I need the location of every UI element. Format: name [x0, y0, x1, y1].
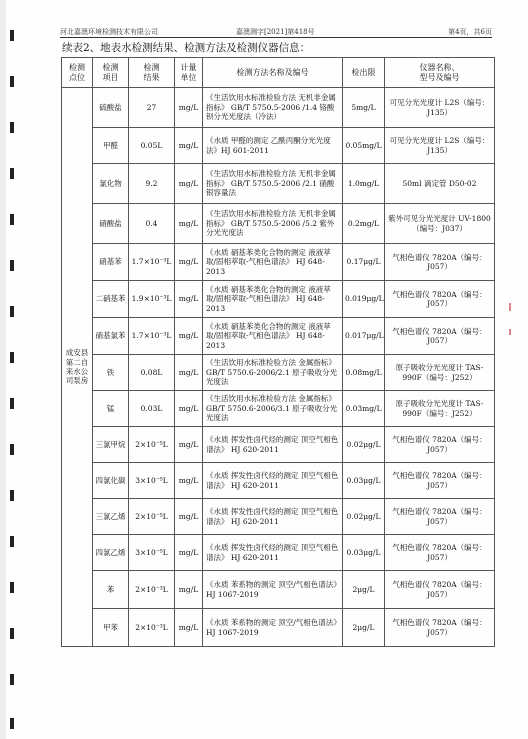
limit-cell: 1.0mg/L [343, 164, 385, 204]
table-row [62, 355, 495, 391]
limit-cell: 0.03μg/L [343, 535, 385, 571]
report-number: 嘉澳测字[2021]第418号 [236, 28, 315, 36]
table-row [62, 463, 495, 499]
binding-hole [10, 536, 14, 547]
unit-cell: mg/L [175, 164, 203, 204]
method-cell: 《水质 苯系物的测定 顶空/气相色谱法》HJ 1067-2019 [203, 571, 343, 609]
item-cell: 锰 [93, 391, 129, 427]
method-cell: 《水质 苯系物的测定 顶空/气相色谱法》HJ 1067-2019 [203, 609, 343, 647]
instrument-cell: 气相色谱仪 7820A（编号：J057） [385, 463, 495, 499]
unit-cell: mg/L [175, 427, 203, 463]
limit-cell: 0.2mg/L [343, 204, 385, 244]
table-title: 续表2、地表水检测结果、检测方法及检测仪器信息： [62, 42, 311, 54]
binding-hole [10, 718, 14, 729]
instrument-cell: 可见分光光度计 L2S（编号：J135） [385, 88, 495, 128]
item-cell: 硝酸盐 [93, 204, 129, 244]
method-cell: 《水质 硝基苯类化合物的测定 液液萃取/固相萃取-气相色谱法》 HJ 648-2013 [203, 281, 343, 318]
header-rule [60, 37, 492, 38]
limit-cell: 0.05mg/L [343, 128, 385, 164]
instrument-cell: 原子吸收分光光度计 TAS-990F（编号：J252） [385, 355, 495, 391]
table-row [62, 164, 495, 204]
binding-edge [0, 0, 6, 739]
instrument-cell: 气相色谱仪 7820A（编号：J057） [385, 609, 495, 647]
method-cell: 《生活饮用水标准检验方法 金属指标》 GB/T 5750.6-2006/2.1 原子吸收分光光度法 [203, 355, 343, 391]
method-cell: 《生活饮用水标准检验方法 无机非金属指标》 GB/T 5750.5-2006 /5.2 紫外分光光度法 [203, 204, 343, 244]
method-cell: 《水质 硝基苯类化合物的测定 液液萃取/固相萃取-气相色谱法》 HJ 648-2013 [203, 318, 343, 355]
table-row [62, 88, 495, 128]
binding-hole [10, 306, 14, 317]
binding-hole [10, 168, 14, 179]
instrument-cell: 气相色谱仪 7820A（编号：J057） [385, 244, 495, 281]
limit-cell: 0.017μg/L [343, 318, 385, 355]
col-header-item: 检测 项目 [93, 58, 129, 88]
table-row [62, 427, 495, 463]
col-header-location: 检测 点位 [62, 58, 93, 88]
result-cell: 1.9×10⁻³L [129, 281, 175, 318]
item-cell: 苯 [93, 571, 129, 609]
col-header-unit: 计量 单位 [175, 58, 203, 88]
unit-cell: mg/L [175, 128, 203, 164]
method-cell: 《水质 挥发性卤代烃的测定 顶空气相色谱法》 HJ 620-2011 [203, 463, 343, 499]
method-cell: 《水质 挥发性卤代烃的测定 顶空气相色谱法》 HJ 620-2011 [203, 499, 343, 535]
limit-cell: 0.03μg/L [343, 463, 385, 499]
method-cell: 《生活饮用水标准检验方法 无机非金属指标》 GB/T 5750.5-2006 /2.1 硝酸银容量法 [203, 164, 343, 204]
table-row [62, 391, 495, 427]
binding-hole [10, 582, 14, 593]
limit-cell: 2μg/L [343, 571, 385, 609]
result-cell: 2×10⁻³L [129, 571, 175, 609]
instrument-cell: 气相色谱仪 7820A（编号：J057） [385, 571, 495, 609]
instrument-cell: 紫外可见分光光度计 UV-1800（编号：J037） [385, 204, 495, 244]
limit-cell: 0.08mg/L [343, 355, 385, 391]
method-cell: 《水质 甲醛的测定 乙酰丙酮分光光度法》HJ 601-2011 [203, 128, 343, 164]
unit-cell: mg/L [175, 318, 203, 355]
unit-cell: mg/L [175, 499, 203, 535]
unit-cell: mg/L [175, 571, 203, 609]
item-cell: 三氯甲烷 [93, 427, 129, 463]
unit-cell: mg/L [175, 391, 203, 427]
result-cell: 1.7×10⁻³L [129, 244, 175, 281]
table-row [62, 281, 495, 318]
table-row [62, 204, 495, 244]
instrument-cell: 气相色谱仪 7820A（编号：J057） [385, 499, 495, 535]
table-row [62, 499, 495, 535]
unit-cell: mg/L [175, 244, 203, 281]
method-cell: 《生活饮用水标准检验方法 金属指标》 GB/T 5750.6-2006/3.1 原子吸收分光光度法 [203, 391, 343, 427]
unit-cell: mg/L [175, 463, 203, 499]
method-cell: 《水质 挥发性卤代烃的测定 顶空气相色谱法》 HJ 620-2011 [203, 535, 343, 571]
unit-cell: mg/L [175, 88, 203, 128]
binding-mark [509, 303, 511, 311]
limit-cell: 0.019μg/L [343, 281, 385, 318]
binding-hole [10, 398, 14, 409]
limit-cell: 0.17μg/L [343, 244, 385, 281]
limit-cell: 0.03mg/L [343, 391, 385, 427]
col-header-instrument: 仪器名称、 型号及编号 [385, 58, 495, 88]
binding-hole [10, 122, 14, 133]
binding-hole [10, 76, 14, 87]
page-header [60, 25, 492, 37]
table-row [62, 571, 495, 609]
col-header-result: 检测 结果 [129, 58, 175, 88]
table-row [62, 535, 495, 571]
table-row [62, 128, 495, 164]
method-cell: 《生活饮用水标准检验方法 无机非金属指标》 GB/T 5750.5-2006 /1.4 铬酸钡分光光度法（冷法） [203, 88, 343, 128]
item-cell: 硝基氯苯 [93, 318, 129, 355]
page-number: 第4页，共6页 [448, 28, 492, 36]
results-table [61, 57, 495, 647]
table-header-row [62, 58, 495, 88]
item-cell: 硫酸盐 [93, 88, 129, 128]
binding-hole [10, 674, 14, 685]
location-cell: 成安县第二自来水公司泵房 [62, 88, 93, 647]
item-cell: 三氯乙烯 [93, 499, 129, 535]
unit-cell: mg/L [175, 204, 203, 244]
unit-cell: mg/L [175, 535, 203, 571]
item-cell: 硝基苯 [93, 244, 129, 281]
binding-hole [10, 214, 14, 225]
col-header-method: 检测方法名称及编号 [203, 58, 343, 88]
result-cell: 2×10⁻³L [129, 609, 175, 647]
method-cell: 《水质 挥发性卤代烃的测定 顶空气相色谱法》 HJ 620-2011 [203, 427, 343, 463]
item-cell: 铁 [93, 355, 129, 391]
table-row [62, 244, 495, 281]
binding-hole [10, 628, 14, 639]
binding-hole [10, 260, 14, 271]
result-cell: 9.2 [129, 164, 175, 204]
unit-cell: mg/L [175, 281, 203, 318]
limit-cell: 5mg/L [343, 88, 385, 128]
binding-hole [10, 490, 14, 501]
result-cell: 0.08L [129, 355, 175, 391]
binding-hole [10, 352, 14, 363]
item-cell: 二硝基苯 [93, 281, 129, 318]
result-cell: 2×10⁻⁵L [129, 427, 175, 463]
instrument-cell: 50ml 滴定管 D50-02 [385, 164, 495, 204]
unit-cell: mg/L [175, 609, 203, 647]
table-row [62, 609, 495, 647]
instrument-cell: 气相色谱仪 7820A（编号：J057） [385, 427, 495, 463]
instrument-cell: 气相色谱仪 7820A（编号：J057） [385, 281, 495, 318]
item-cell: 甲苯 [93, 609, 129, 647]
company-name: 河北嘉澳环境检测技术有限公司 [60, 28, 158, 36]
result-cell: 0.03L [129, 391, 175, 427]
col-header-limit: 检出限 [343, 58, 385, 88]
method-cell: 《水质 硝基苯类化合物的测定 液液萃取/固相萃取-气相色谱法》 HJ 648-2013 [203, 244, 343, 281]
table-row [62, 318, 495, 355]
result-cell: 2×10⁻⁵L [129, 499, 175, 535]
unit-cell: mg/L [175, 355, 203, 391]
item-cell: 甲醛 [93, 128, 129, 164]
limit-cell: 0.02μg/L [343, 499, 385, 535]
item-cell: 氯化物 [93, 164, 129, 204]
result-cell: 3×10⁻⁵L [129, 535, 175, 571]
instrument-cell: 原子吸收分光光度计 TAS-990F（编号：J252） [385, 391, 495, 427]
instrument-cell: 气相色谱仪 7820A（编号：J057） [385, 535, 495, 571]
instrument-cell: 气相色谱仪 7820A（编号：J057） [385, 318, 495, 355]
result-cell: 3×10⁻⁵L [129, 463, 175, 499]
binding-hole [10, 444, 14, 455]
instrument-cell: 可见分光光度计 L2S（编号：J135） [385, 128, 495, 164]
binding-mark [509, 329, 511, 335]
item-cell: 四氯化碳 [93, 463, 129, 499]
binding-hole [10, 30, 14, 41]
result-cell: 0.05L [129, 128, 175, 164]
limit-cell: 2μg/L [343, 609, 385, 647]
result-cell: 1.7×10⁻³L [129, 318, 175, 355]
limit-cell: 0.02μg/L [343, 427, 385, 463]
result-cell: 27 [129, 88, 175, 128]
item-cell: 四氯乙烯 [93, 535, 129, 571]
result-cell: 0.4 [129, 204, 175, 244]
